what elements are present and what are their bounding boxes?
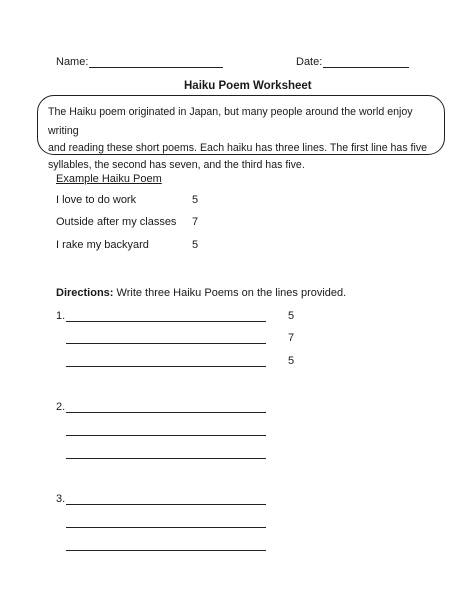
example-line-3: I rake my backyard: [56, 239, 149, 251]
poem-3-line-1[interactable]: [66, 504, 266, 505]
intro-line-1: The Haiku poem originated in Japan, but many people around the world enjoy writing: [48, 106, 413, 137]
poem-1-syllables-2: 7: [288, 332, 295, 344]
example-title: Example Haiku Poem: [56, 173, 162, 185]
intro-box: [37, 95, 445, 171]
date-label: Date:: [296, 56, 323, 68]
poem-1-syllables-3: 5: [288, 355, 295, 367]
poem-1-line-2[interactable]: [66, 343, 266, 344]
poem-1-line-1[interactable]: [66, 321, 266, 322]
poem-3-line-2[interactable]: [66, 527, 266, 528]
poem-2-line-2[interactable]: [66, 435, 266, 436]
poem-2-line-3[interactable]: [66, 458, 266, 459]
example-line-1: I love to do work: [56, 194, 137, 206]
intro-line-3: syllables, the second has seven, and the third has five.: [48, 159, 305, 171]
worksheet-title: Haiku Poem Worksheet: [184, 80, 312, 92]
example-line-2: Outside after my classes: [56, 216, 177, 228]
example-syllables-1: 5: [192, 194, 199, 206]
poem-1-line-3[interactable]: [66, 366, 266, 367]
name-label: Name:: [56, 56, 89, 68]
example-syllables-3: 5: [192, 239, 199, 251]
poem-2-line-1[interactable]: [66, 412, 266, 413]
date-field[interactable]: [323, 67, 409, 68]
name-field[interactable]: [89, 67, 223, 68]
directions-label: Directions:: [56, 287, 114, 299]
directions: [56, 287, 346, 299]
poem-3-line-3[interactable]: [66, 550, 266, 551]
intro-line-2: and reading these short poems. Each haiku has three lines. The first line has five: [48, 142, 428, 154]
example-syllables-2: 7: [192, 216, 199, 228]
poem-3-number: 3.: [56, 493, 66, 505]
poem-1-syllables-1: 5: [288, 310, 295, 322]
poem-2-number: 2.: [56, 401, 66, 413]
poem-1-number: 1.: [56, 310, 66, 322]
directions-text: Write three Haiku Poems on the lines provided.: [116, 287, 347, 299]
